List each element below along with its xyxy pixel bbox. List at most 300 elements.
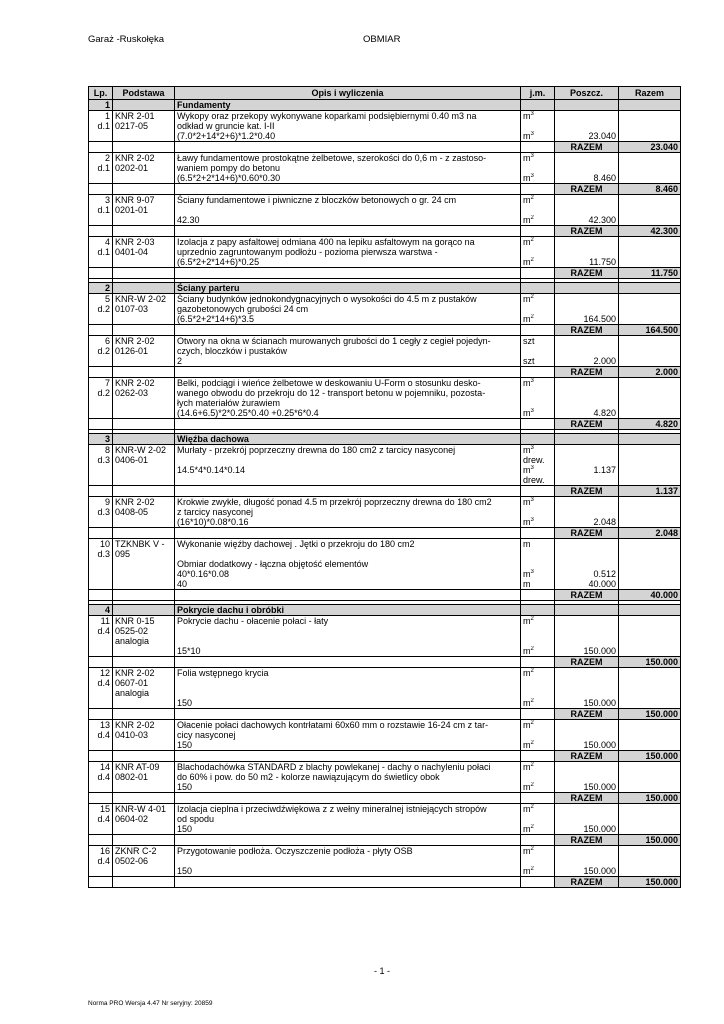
item-podstawa: KNR-W 2-02 <box>113 294 175 305</box>
razem-empty <box>113 751 175 762</box>
razem-empty <box>175 709 521 720</box>
item-description-line: czych, bloczków i pustaków <box>175 346 521 356</box>
section-empty <box>555 434 619 445</box>
item-poszcz: 2.048 <box>555 517 619 528</box>
item-poszcz <box>555 111 619 122</box>
item-poszcz <box>555 163 619 173</box>
item-line-row <box>89 636 681 646</box>
item-line-row <box>89 475 681 486</box>
item-podstawa <box>113 866 175 877</box>
item-unit <box>521 195 555 206</box>
item-lp <box>89 398 113 408</box>
item-lp: d.1 <box>89 121 113 131</box>
item-description-line: waniem pompy do betonu <box>175 163 521 173</box>
item-line-row <box>89 195 681 206</box>
item-line-row <box>89 465 681 475</box>
razem-empty <box>175 751 521 762</box>
item-unit <box>521 336 555 347</box>
item-description-line: Wykonanie więźby dachowej . Jętki o przekroju do 180 cm2 <box>175 539 521 550</box>
item-lp: 11 <box>89 616 113 627</box>
razem-empty <box>89 226 113 237</box>
unit-text: $m^3$ <box>523 445 534 455</box>
razem-empty <box>175 486 521 497</box>
razem-label: RAZEM <box>555 657 619 668</box>
item-lp <box>89 698 113 709</box>
item-line-row <box>89 121 681 131</box>
item-poszcz <box>555 497 619 508</box>
item-podstawa: KNR 2-03 <box>113 237 175 248</box>
item-razem-empty <box>619 814 681 824</box>
item-razem-empty <box>619 569 681 579</box>
razem-empty <box>89 528 113 539</box>
item-line-row <box>89 346 681 356</box>
item-poszcz <box>555 549 619 559</box>
item-unit <box>521 646 555 657</box>
item-razem-empty <box>619 698 681 709</box>
item-unit <box>521 549 555 559</box>
razem-value: 2.000 <box>619 367 681 378</box>
item-poszcz <box>555 346 619 356</box>
razem-empty <box>175 528 521 539</box>
item-line-row <box>89 378 681 389</box>
item-line-row <box>89 408 681 419</box>
item-podstawa: KNR 9-07 <box>113 195 175 206</box>
item-description-line: 150 <box>175 698 521 709</box>
item-razem-empty <box>619 824 681 835</box>
razem-empty <box>521 877 555 888</box>
item-line-row <box>89 257 681 268</box>
unit-text: $m^3$ <box>523 408 534 418</box>
item-description-line: 15*10 <box>175 646 521 657</box>
item-description-line: 42.30 <box>175 215 521 226</box>
section-row <box>89 100 681 111</box>
item-poszcz <box>555 195 619 206</box>
razem-empty <box>113 184 175 195</box>
item-unit <box>521 346 555 356</box>
item-podstawa: KNR 2-02 <box>113 720 175 731</box>
col-header-opis: Opis i wyliczenia <box>175 87 521 100</box>
item-unit <box>521 814 555 824</box>
item-podstawa: KNR 2-02 <box>113 153 175 164</box>
col-header-razem: Razem <box>619 87 681 100</box>
item-line-row <box>89 824 681 835</box>
item-line-row <box>89 247 681 257</box>
item-poszcz: 150.000 <box>555 698 619 709</box>
item-unit <box>521 205 555 215</box>
item-razem-empty <box>619 257 681 268</box>
item-poszcz <box>555 856 619 866</box>
item-podstawa: 095 <box>113 549 175 559</box>
unit-text: $m^2$ <box>523 846 534 856</box>
item-unit <box>521 314 555 325</box>
item-podstawa <box>113 646 175 657</box>
razem-empty <box>113 325 175 336</box>
item-description-line: Murłaty - przekrój poprzeczny drewna do 180 cm2 z tarcicy nasyconej <box>175 445 521 456</box>
item-razem-empty <box>619 153 681 164</box>
item-lp <box>89 257 113 268</box>
item-line-row <box>89 539 681 550</box>
item-description-line: od spodu <box>175 814 521 824</box>
item-line-row <box>89 626 681 636</box>
unit-text: $m^3$ <box>523 153 534 163</box>
razem-row <box>89 325 681 336</box>
item-razem-empty <box>619 247 681 257</box>
item-line-row <box>89 304 681 314</box>
item-poszcz: 150.000 <box>555 646 619 657</box>
item-description-line: Izolacja cieplna i przeciwdźwiękowa z z wełny mineralnej istniejących stropów <box>175 804 521 815</box>
razem-row <box>89 877 681 888</box>
item-lp: d.4 <box>89 626 113 636</box>
razem-label: RAZEM <box>555 325 619 336</box>
section-empty <box>113 605 175 616</box>
item-unit <box>521 455 555 465</box>
item-line-row <box>89 517 681 528</box>
unit-text: $m^2$ <box>523 237 534 247</box>
item-poszcz <box>555 636 619 646</box>
item-poszcz: 150.000 <box>555 824 619 835</box>
razem-empty <box>521 184 555 195</box>
item-razem-empty <box>619 237 681 248</box>
item-line-row <box>89 173 681 184</box>
item-poszcz: 11.750 <box>555 257 619 268</box>
razem-value: 8.460 <box>619 184 681 195</box>
item-poszcz: 23.040 <box>555 131 619 142</box>
unit-text: szt <box>523 336 535 346</box>
item-podstawa: analogia <box>113 636 175 646</box>
item-unit <box>521 173 555 184</box>
item-description-line: 150 <box>175 740 521 751</box>
item-razem-empty <box>619 121 681 131</box>
item-poszcz <box>555 668 619 679</box>
razem-empty <box>113 590 175 601</box>
razem-value: 164.500 <box>619 325 681 336</box>
item-lp: 10 <box>89 539 113 550</box>
item-description-line: (14.6+6.5)*2*0.25*0.40 +0.25*6*0.4 <box>175 408 521 419</box>
item-description-line: Obmiar dodatkowy - łączna objętość elementów <box>175 559 521 569</box>
unit-text: $m^2$ <box>523 257 534 267</box>
item-podstawa: 0607-01 <box>113 678 175 688</box>
item-razem-empty <box>619 173 681 184</box>
col-header-poszcz: Poszcz. <box>555 87 619 100</box>
unit-text: szt <box>523 356 535 366</box>
item-poszcz <box>555 846 619 857</box>
item-description-line: Blachodachówka STANDARD z blachy powlekanej - dachy o nachyleniu połaci <box>175 762 521 773</box>
item-razem-empty <box>619 772 681 782</box>
item-poszcz <box>555 445 619 456</box>
item-podstawa: 0107-03 <box>113 304 175 314</box>
item-podstawa <box>113 782 175 793</box>
item-description-line: 14.5*4*0.14*0.14 <box>175 465 521 475</box>
razem-label: RAZEM <box>555 142 619 153</box>
razem-empty <box>521 226 555 237</box>
item-line-row <box>89 398 681 408</box>
razem-empty <box>175 226 521 237</box>
item-razem-empty <box>619 215 681 226</box>
item-lp: d.1 <box>89 247 113 257</box>
item-description-line: (6.5*2+2*14+6)*0.25 <box>175 257 521 268</box>
item-poszcz: 0.512 <box>555 569 619 579</box>
item-unit <box>521 762 555 773</box>
razem-empty <box>521 486 555 497</box>
razem-value: 11.750 <box>619 268 681 279</box>
item-description-line: Ołacenie połaci dachowych kontrłatami 60x60 mm o rozstawie 16-24 cm z tar- <box>175 720 521 731</box>
item-line-row <box>89 804 681 815</box>
razem-value: 150.000 <box>619 709 681 720</box>
section-empty <box>619 434 681 445</box>
section-empty <box>113 100 175 111</box>
item-description-line: 40 <box>175 579 521 590</box>
item-podstawa <box>113 398 175 408</box>
item-poszcz <box>555 539 619 550</box>
item-podstawa: analogia <box>113 688 175 698</box>
item-poszcz: 40.000 <box>555 579 619 590</box>
unit-text: $m^2$ <box>523 195 534 205</box>
item-razem-empty <box>619 205 681 215</box>
item-line-row <box>89 772 681 782</box>
item-lp: d.3 <box>89 549 113 559</box>
item-razem-empty <box>619 668 681 679</box>
razem-empty <box>89 877 113 888</box>
item-lp <box>89 559 113 569</box>
razem-empty <box>113 486 175 497</box>
razem-label: RAZEM <box>555 793 619 804</box>
item-razem-empty <box>619 475 681 486</box>
item-unit <box>521 517 555 528</box>
item-poszcz <box>555 378 619 389</box>
unit-text: m <box>523 539 531 549</box>
item-podstawa <box>113 579 175 590</box>
item-razem-empty <box>619 616 681 627</box>
item-unit <box>521 497 555 508</box>
item-line-row <box>89 740 681 751</box>
item-razem-empty <box>619 559 681 569</box>
item-line-row <box>89 782 681 793</box>
item-description-line <box>175 636 521 646</box>
item-lp <box>89 314 113 325</box>
item-lp <box>89 646 113 657</box>
item-description-line: Otwory na okna w ścianach murowanych grubości do 1 cegły z cegieł pojedyn- <box>175 336 521 347</box>
item-description-line <box>175 856 521 866</box>
item-unit <box>521 356 555 367</box>
item-description-line <box>175 688 521 698</box>
item-lp <box>89 465 113 475</box>
razem-empty <box>175 877 521 888</box>
item-razem-empty <box>619 455 681 465</box>
razem-empty <box>175 793 521 804</box>
item-poszcz <box>555 507 619 517</box>
item-unit <box>521 445 555 456</box>
item-line-row <box>89 688 681 698</box>
item-line-row <box>89 388 681 398</box>
item-podstawa <box>113 408 175 419</box>
item-line-row <box>89 237 681 248</box>
razem-empty <box>89 751 113 762</box>
razem-row <box>89 793 681 804</box>
item-line-row <box>89 205 681 215</box>
item-description-line: Folia wstępnego krycia <box>175 668 521 679</box>
item-description-line <box>175 205 521 215</box>
razem-label: RAZEM <box>555 367 619 378</box>
item-unit <box>521 257 555 268</box>
item-description-line: Krokwie zwykłe, długość ponad 4.5 m przekrój poprzeczny drewna do 180 cm2 <box>175 497 521 508</box>
item-razem-empty <box>619 497 681 508</box>
item-unit <box>521 698 555 709</box>
razem-empty <box>89 657 113 668</box>
item-razem-empty <box>619 730 681 740</box>
item-unit <box>521 626 555 636</box>
unit-text: $m^3$ <box>523 517 534 527</box>
item-podstawa: KNR 2-02 <box>113 668 175 679</box>
item-podstawa: 0604-02 <box>113 814 175 824</box>
item-description-line: (7.0*2+14*2+6)*1.2*0.40 <box>175 131 521 142</box>
item-podstawa: TZKNBK V - <box>113 539 175 550</box>
doc-header-title: OBMIAR <box>363 34 401 45</box>
item-unit <box>521 866 555 877</box>
item-razem-empty <box>619 579 681 590</box>
razem-empty <box>89 419 113 430</box>
section-row <box>89 434 681 445</box>
unit-text: $m^2$ <box>523 646 534 656</box>
item-razem-empty <box>619 356 681 367</box>
item-description-line: uprzednio zagruntowanym podłożu - pozioma pierwsza warstwa - <box>175 247 521 257</box>
item-podstawa <box>113 740 175 751</box>
item-podstawa <box>113 698 175 709</box>
unit-text: $m^3$ <box>523 111 534 121</box>
razem-value: 150.000 <box>619 835 681 846</box>
item-podstawa: KNR 2-01 <box>113 111 175 122</box>
razem-row <box>89 486 681 497</box>
item-poszcz <box>555 814 619 824</box>
razem-value: 2.048 <box>619 528 681 539</box>
item-razem-empty <box>619 646 681 657</box>
item-lp: d.3 <box>89 507 113 517</box>
item-lp: 1 <box>89 111 113 122</box>
item-lp: 6 <box>89 336 113 347</box>
item-podstawa: KNR-W 4-01 <box>113 804 175 815</box>
item-podstawa: KNR 2-02 <box>113 497 175 508</box>
item-podstawa: 0410-03 <box>113 730 175 740</box>
unit-text: $m^3$ <box>523 497 534 507</box>
item-poszcz <box>555 205 619 215</box>
item-unit <box>521 804 555 815</box>
section-empty <box>555 100 619 111</box>
item-poszcz: 1.137 <box>555 465 619 475</box>
section-no: 1 <box>89 100 113 111</box>
item-podstawa <box>113 131 175 142</box>
item-description-line <box>175 626 521 636</box>
razem-empty <box>521 142 555 153</box>
item-line-row <box>89 356 681 367</box>
item-unit <box>521 730 555 740</box>
item-line-row <box>89 314 681 325</box>
item-razem-empty <box>619 163 681 173</box>
section-title: Ściany parteru <box>175 283 521 294</box>
item-podstawa: KNR 0-15 <box>113 616 175 627</box>
razem-value: 150.000 <box>619 877 681 888</box>
razem-empty <box>175 367 521 378</box>
item-description-line: (6.5*2+2*14+6)*0.60*0.30 <box>175 173 521 184</box>
item-unit <box>521 846 555 857</box>
razem-empty <box>521 657 555 668</box>
razem-empty <box>175 268 521 279</box>
item-podstawa <box>113 559 175 569</box>
razem-label: RAZEM <box>555 528 619 539</box>
item-poszcz <box>555 559 619 569</box>
item-description-line: Ściany fundamentowe i piwniczne z bloczków betonowych o gr. 24 cm <box>175 195 521 206</box>
item-podstawa <box>113 824 175 835</box>
razem-row <box>89 751 681 762</box>
item-poszcz: 150.000 <box>555 866 619 877</box>
razem-empty <box>89 268 113 279</box>
unit-text: $m^3$ <box>523 465 534 475</box>
item-description-line: 150 <box>175 866 521 877</box>
table-body <box>89 100 681 888</box>
section-row <box>89 283 681 294</box>
item-lp: 14 <box>89 762 113 773</box>
item-poszcz <box>555 475 619 486</box>
section-empty <box>521 100 555 111</box>
unit-text: $m^2$ <box>523 616 534 626</box>
section-empty <box>619 283 681 294</box>
item-poszcz <box>555 626 619 636</box>
item-description-line: z tarcicy nasyconej <box>175 507 521 517</box>
item-line-row <box>89 445 681 456</box>
item-podstawa <box>113 314 175 325</box>
item-line-row <box>89 646 681 657</box>
razem-value: 4.820 <box>619 419 681 430</box>
razem-row <box>89 226 681 237</box>
item-lp: 3 <box>89 195 113 206</box>
item-razem-empty <box>619 294 681 305</box>
item-podstawa: KNR AT-09 <box>113 762 175 773</box>
item-poszcz <box>555 455 619 465</box>
item-description-line: Izolacja z papy asfaltowej odmiana 400 na lepiku asfaltowym na gorąco na <box>175 237 521 248</box>
razem-empty <box>113 142 175 153</box>
item-podstawa <box>113 173 175 184</box>
item-lp: 16 <box>89 846 113 857</box>
item-lp <box>89 579 113 590</box>
item-unit <box>521 388 555 398</box>
item-lp <box>89 173 113 184</box>
item-lp <box>89 782 113 793</box>
item-line-row <box>89 131 681 142</box>
item-podstawa: 0262-03 <box>113 388 175 398</box>
item-lp: d.4 <box>89 814 113 824</box>
item-unit <box>521 579 555 590</box>
section-empty <box>619 100 681 111</box>
item-unit <box>521 111 555 122</box>
item-lp: 15 <box>89 804 113 815</box>
col-header-podstawa: Podstawa <box>113 87 175 100</box>
item-podstawa <box>113 257 175 268</box>
razem-empty <box>89 367 113 378</box>
unit-text: $m^2$ <box>523 782 534 792</box>
unit-text: $m^3$ <box>523 173 534 183</box>
razem-label: RAZEM <box>555 590 619 601</box>
item-poszcz <box>555 772 619 782</box>
item-lp <box>89 517 113 528</box>
unit-text: drew. <box>523 475 545 485</box>
razem-empty <box>175 142 521 153</box>
item-podstawa: ZKNR C-2 <box>113 846 175 857</box>
item-poszcz <box>555 804 619 815</box>
item-lp <box>89 475 113 486</box>
razem-empty <box>113 877 175 888</box>
item-description-line: (6.5*2+2*14+6)*3.5 <box>175 314 521 325</box>
doc-header-project: Garaż -Ruskołęka <box>88 34 165 45</box>
item-razem-empty <box>619 688 681 698</box>
item-unit <box>521 616 555 627</box>
